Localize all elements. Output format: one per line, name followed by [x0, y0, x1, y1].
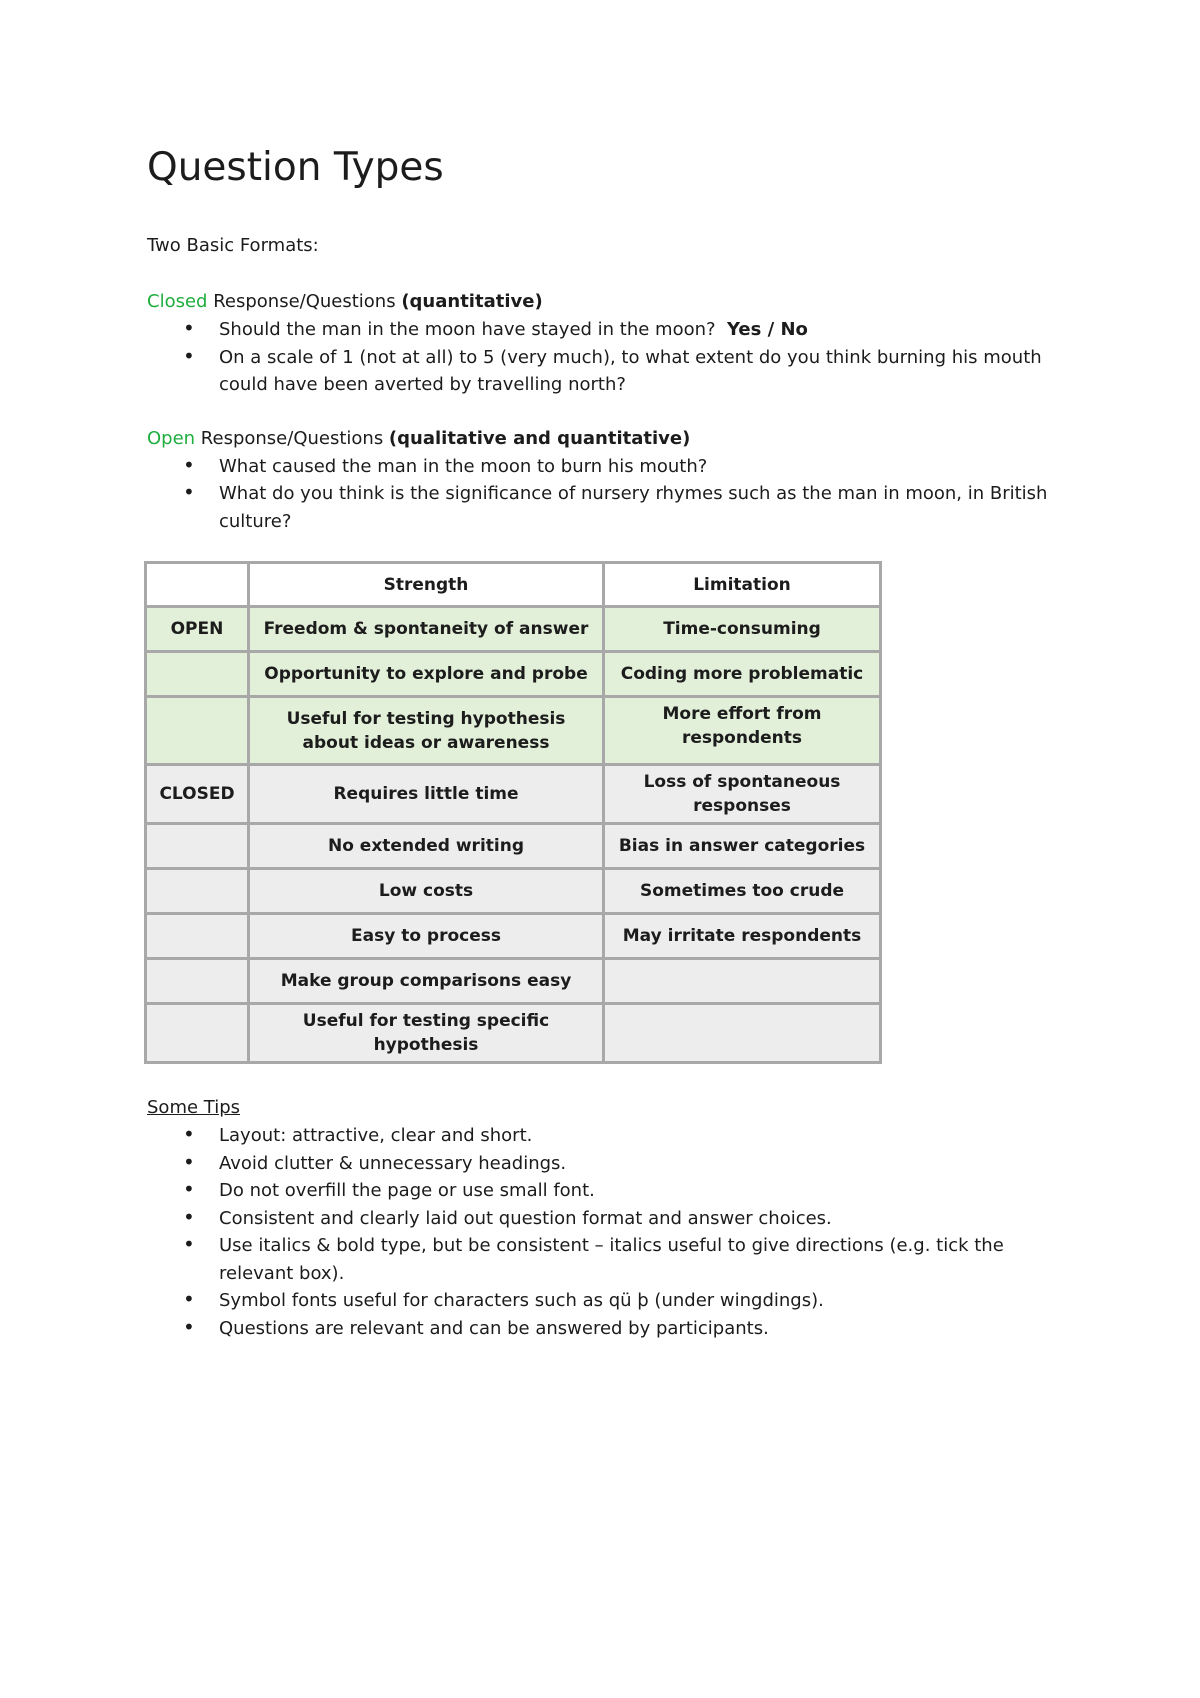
- closed-section: [147, 288, 1067, 399]
- list-item-text: What caused the man in the moon to burn his mouth?: [219, 455, 708, 477]
- list-item-text: Do not overfill the page or use small font.: [219, 1180, 595, 1201]
- table-cell: [146, 697, 249, 765]
- list-item: [147, 344, 1069, 399]
- closed-heading-text: Response/Questions: [207, 291, 402, 312]
- bullet-icon: •: [183, 1149, 195, 1174]
- table-cell: [146, 914, 249, 959]
- table-cell: Low costs: [249, 869, 604, 914]
- list-item-text: Layout: attractive, clear and short.: [219, 1125, 533, 1146]
- table-row: [146, 607, 881, 652]
- closed-keyword: Closed: [147, 291, 208, 312]
- table-cell: [146, 869, 249, 914]
- closed-heading-bold: (quantitative): [401, 291, 543, 312]
- open-keyword: Open: [147, 427, 196, 449]
- table-cell: May irritate respondents: [604, 914, 881, 959]
- table-row: [146, 914, 881, 959]
- list-item-answer: Yes / No: [727, 319, 808, 340]
- table-cell: Opportunity to explore and probe: [249, 652, 604, 697]
- list-item: [147, 1287, 1069, 1315]
- list-item-text: Use italics & bold type, but be consistent – italics useful to give directions (e.g. tick the relevant box).: [219, 1235, 1004, 1284]
- list-item: [147, 480, 1069, 535]
- table-cell: OPEN: [146, 607, 249, 652]
- table-cell: Time-consuming: [604, 607, 881, 652]
- bullet-icon: •: [183, 1122, 195, 1146]
- list-item-text: What do you think is the significance of nursery rhymes such as the man in moon, in British culture?: [219, 483, 1048, 532]
- closed-section-heading: [147, 288, 1067, 316]
- bullet-icon: •: [183, 1232, 195, 1256]
- table-cell: [604, 1004, 881, 1063]
- table-cell: Freedom & spontaneity of answer: [249, 607, 604, 652]
- list-item-text: Avoid clutter & unnecessary headings.: [219, 1152, 567, 1174]
- table-cell: Sometimes too crude: [604, 869, 881, 914]
- tips-list: [147, 1122, 1067, 1342]
- bullet-icon: •: [183, 1177, 195, 1201]
- table-row: [146, 765, 881, 824]
- table-cell: No extended writing: [249, 824, 604, 869]
- table-header-cell: Strength: [249, 563, 604, 607]
- comparison-table: [144, 561, 882, 1064]
- list-item: [147, 453, 1069, 481]
- document-page: [147, 140, 1067, 1342]
- list-item: [147, 316, 1069, 344]
- list-item-text: Consistent and clearly laid out question format and answer choices.: [219, 1207, 832, 1229]
- table-cell: Make group comparisons easy: [249, 959, 604, 1004]
- table-row: [146, 652, 881, 697]
- open-heading-bold: (qualitative and quantitative): [388, 427, 691, 449]
- table-cell: Useful for testing specific hypothesis: [249, 1004, 604, 1063]
- open-section-heading: [147, 425, 1067, 453]
- list-item: [147, 1205, 1069, 1233]
- table-cell: CLOSED: [146, 765, 249, 824]
- open-section: [147, 425, 1067, 536]
- table-row: [146, 869, 881, 914]
- closed-question-list: [147, 316, 1067, 399]
- table-cell: Easy to process: [249, 914, 604, 959]
- table-cell: [146, 1004, 249, 1063]
- list-item-text: On a scale of 1 (not at all) to 5 (very much), to what extent do you think burning his mouth could have been averted by travelling north?: [219, 346, 1042, 395]
- list-item-text: Questions are relevant and can be answered by participants.: [219, 1317, 769, 1339]
- table-row: [146, 697, 881, 765]
- page-title: Question Types: [147, 145, 444, 190]
- table-header-cell: [146, 563, 249, 607]
- table-cell: [146, 824, 249, 869]
- list-item: [147, 1122, 1069, 1150]
- table-cell: Loss of spontaneous responses: [604, 765, 881, 824]
- table-cell: Useful for testing hypothesis about ideas or awareness: [249, 697, 604, 765]
- list-item: [147, 1150, 1069, 1178]
- table-cell: [146, 959, 249, 1004]
- list-item-text: Should the man in the moon have stayed in the moon?: [219, 319, 728, 340]
- list-item: [147, 1315, 1069, 1343]
- table-header-cell: Limitation: [604, 563, 881, 607]
- table-cell: Requires little time: [249, 765, 604, 824]
- bullet-icon: •: [183, 1287, 195, 1311]
- table-cell: Bias in answer categories: [604, 824, 881, 869]
- table-row: [146, 1004, 881, 1063]
- list-item: [147, 1232, 1069, 1287]
- table-row: [146, 959, 881, 1004]
- intro-text: Two Basic Formats:: [147, 235, 319, 256]
- tips-heading: Some Tips: [147, 1097, 241, 1118]
- table-header-row: [146, 563, 881, 607]
- table-cell: [604, 959, 881, 1004]
- bullet-icon: •: [183, 480, 195, 504]
- bullet-icon: •: [183, 1314, 195, 1339]
- bullet-icon: •: [183, 452, 195, 477]
- list-item-text: Symbol fonts useful for characters such as qü þ (under wingdings).: [219, 1290, 824, 1311]
- list-item: [147, 1177, 1069, 1205]
- table-cell: More effort from respondents: [604, 697, 881, 765]
- table-row: [146, 824, 881, 869]
- bullet-icon: •: [183, 343, 195, 368]
- bullet-icon: •: [183, 316, 195, 340]
- table-cell: [146, 652, 249, 697]
- open-heading-text: Response/Questions: [195, 427, 389, 449]
- bullet-icon: •: [183, 1204, 195, 1229]
- table-cell: Coding more problematic: [604, 652, 881, 697]
- open-question-list: [147, 453, 1067, 536]
